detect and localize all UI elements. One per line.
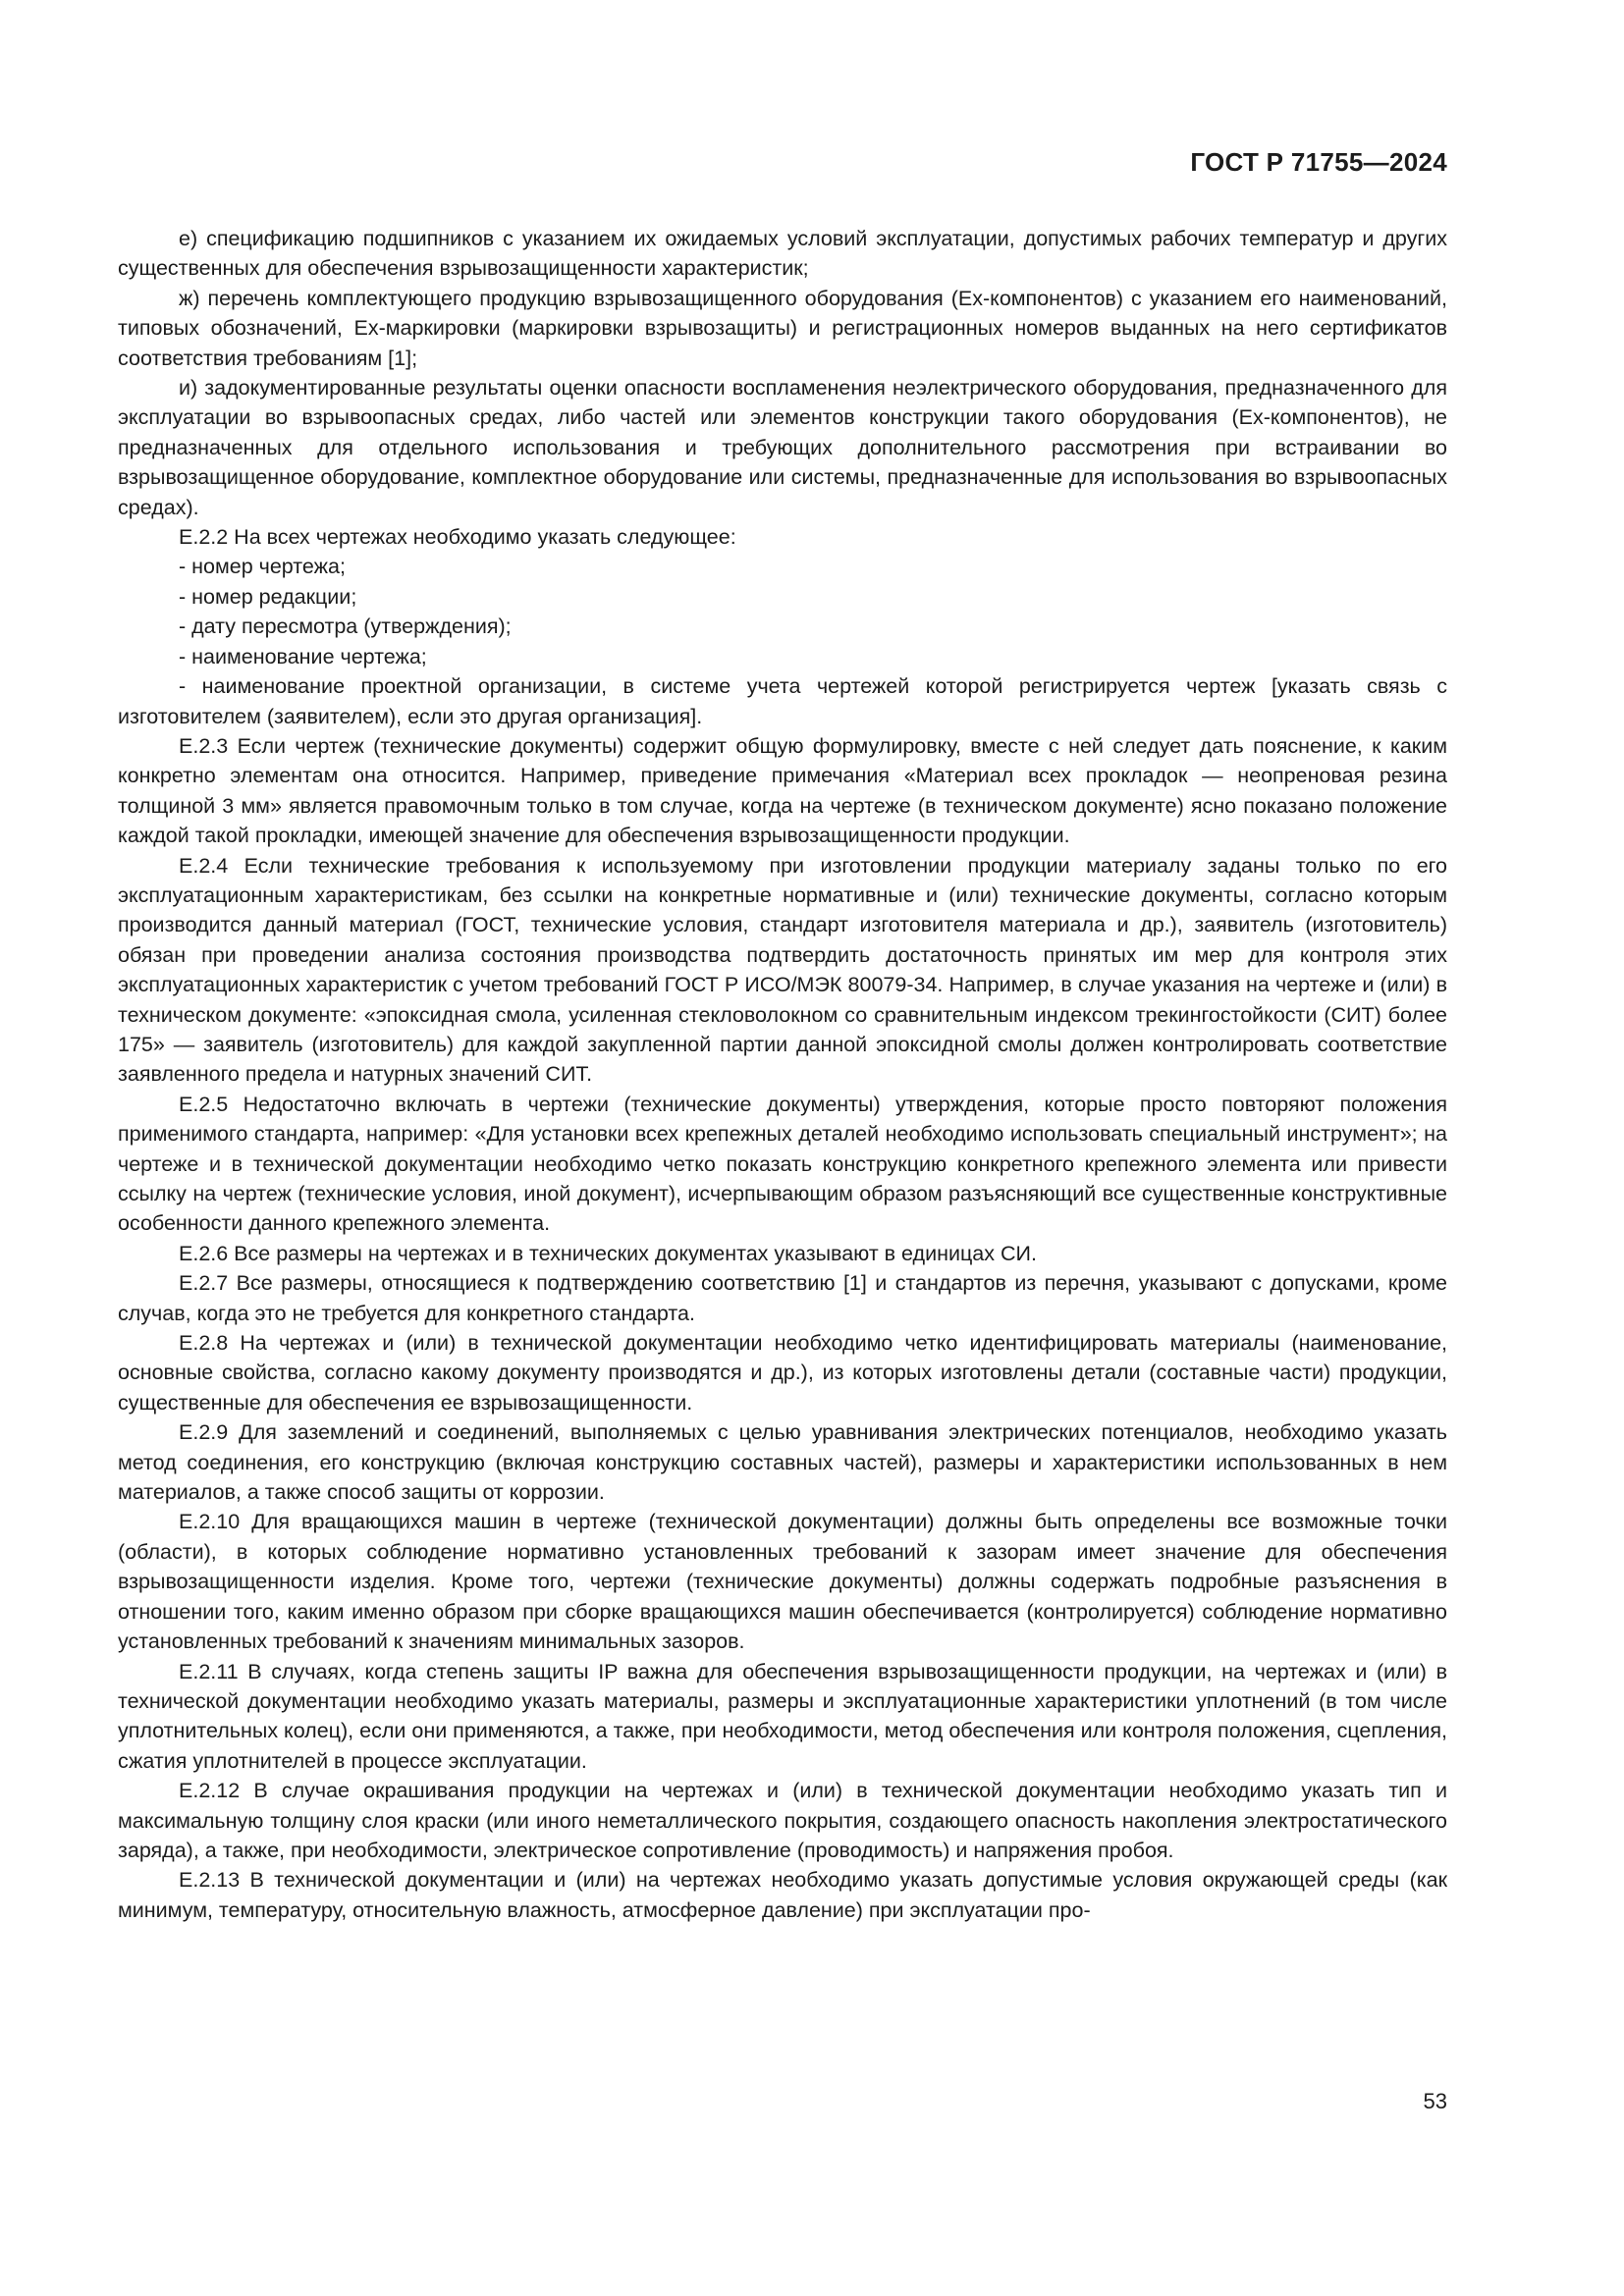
paragraph-e: е) спецификацию подшипников с указанием их ожидаемых условий эксплуатации, допустимых рабочих температур и других существенных для обеспечения взрывозащищенности характеристик; — [118, 227, 1447, 281]
paragraph-zh: ж) перечень комплектующего продукцию взрывозащищенного оборудования (Ех-компонентов) с указанием его наименований, типовых обозначений, Ех-маркировки (маркировки взрывозащиты) и регистрационных номеров выданных на него сертификатов соответствия требованиям [1]; — [118, 286, 1447, 370]
paragraph-e-2-8: Е.2.8 На чертежах и (или) в технической документации необходимо четко идентифицировать материалы (наименование, основные свойства, согласно какому документу производятся и др.), из которых изготовлены детали (составные части) продукции, существенные для обеспечения ее взрывозащищенности. — [118, 1331, 1447, 1415]
document-code-header: ГОСТ Р 71755—2024 — [1190, 147, 1447, 177]
list-item: - номер чертежа; — [179, 555, 346, 579]
body-text — [118, 224, 1447, 1925]
paragraph-e-2-12: Е.2.12 В случае окрашивания продукции на чертежах и (или) в технической документации необходимо указать тип и максимальную толщину слоя краски (или иного неметаллического покрытия, создающего опасность накопления электростатического заряда), а также, при необходимости, электрическое сопротивление (проводимость) и напряжения пробоя. — [118, 1779, 1447, 1862]
list-item: - наименование проектной организации, в системе учета чертежей которой регистрируется чертеж [указать связь с изготовителем (заявителем), если это другая организация]. — [118, 674, 1447, 728]
paragraph-e-2-3: Е.2.3 Если чертеж (технические документы) содержит общую формулировку, вместе с ней следует дать пояснение, к каким конкретно элементам она относится. Например, приведение примечания «Материал всех прокладок — неопреновая резина толщиной 3 мм» является правомочным только в том случае, когда на чертеже (в техническом документе) ясно показано положение каждой такой прокладки, имеющей значение для обеспечения взрывозащищенности продукции. — [118, 733, 1447, 848]
page-number: 53 — [1423, 2089, 1447, 2113]
paragraph-e-2-11: Е.2.11 В случаях, когда степень защиты IP важна для обеспечения взрывозащищенности продукции, на чертежах и (или) в технической документации необходимо указать материалы, размеры и эксплуатационные характеристики уплотнений (в том числе уплотнительных колец), если они применяются, а также, при необходимости, метод обеспечения или контроля положения, сцепления, сжатия уплотнителей в процессе эксплуатации. — [118, 1659, 1447, 1773]
paragraph-e-2-13: Е.2.13 В технической документации и (или) на чертежах необходимо указать допустимые условия окружающей среды (как минимум, температуру, относительную влажность, атмосферное давление) при эксплуатации про- — [118, 1868, 1447, 1922]
paragraph-e-2-9: Е.2.9 Для заземлений и соединений, выполняемых с целью уравнивания электрических потенциалов, необходимо указать метод соединения, его конструкцию (включая конструкцию составных частей), размеры и характеристики использованных в нем материалов, а также способ защиты от коррозии. — [118, 1420, 1447, 1505]
paragraph-e-2-4: Е.2.4 Если технические требования к используемому при изготовлении продукции материалу заданы только по его эксплуатационным характеристикам, без ссылки на конкретные нормативные и (или) технические документы, согласно которым производится данный материал (ГОСТ, технические условия, стандарт изготовителя материала и др.), заявитель (изготовитель) обязан при проведении анализа состояния производства подтвердить достаточность принятых им мер для контроля этих эксплуатационных характеристик с учетом требований ГОСТ Р ИСО/МЭК 80079-34. Например, в случае указания на чертеже и (или) в техническом документе: «эпоксидная смола, усиленная стекловолокном со сравнительным индексом трекингостойкости (СИТ) более 175» — заявитель (изготовитель) для каждой закупленной партии данной эпоксидной смолы должен контролировать соответствие заявленного предела и натурных значений СИТ. — [118, 853, 1447, 1087]
list-item: - наименование чертежа; — [179, 644, 427, 668]
list-item: - дату пересмотра (утверждения); — [179, 614, 512, 639]
paragraph-e-2-5: Е.2.5 Недостаточно включать в чертежи (технические документы) утверждения, которые просто повторяют положения применимого стандарта, например: «Для установки всех крепежных деталей необходимо использовать специальный инструмент»; на чертеже и в технической документации необходимо четко показать конструкцию конкретного крепежного элемента или привести ссылку на чертеж (технические условия, иной документ), исчерпывающим образом разъясняющий все существенные конструктивные особенности данного крепежного элемента. — [118, 1092, 1447, 1236]
list-item: - номер редакции; — [179, 584, 357, 609]
paragraph-e-2-2: Е.2.2 На всех чертежах необходимо указать следующее: — [179, 525, 736, 550]
paragraph-e-2-7: Е.2.7 Все размеры, относящиеся к подтверждению соответствию [1] и стандартов из перечня, указывают с допусками, кроме случав, когда это не требуется для конкретного стандарта. — [118, 1271, 1447, 1325]
paragraph-e-2-6: Е.2.6 Все размеры на чертежах и в технических документах указывают в единицах СИ. — [179, 1241, 1037, 1265]
paragraph-e-2-10: Е.2.10 Для вращающихся машин в чертеже (технической документации) должны быть определены все возможные точки (области), в которых соблюдение нормативно установленных требований к зазорам имеет значение для обеспечения взрывозащищенности изделия. Кроме того, чертежи (технические документы) должны содержать подробные разъяснения в отношении того, каким именно образом при сборке вращающихся машин обеспечивается (контролируется) соблюдение нормативно установленных требований к значениям минимальных зазоров. — [118, 1510, 1447, 1654]
paragraph-i: и) задокументированные результаты оценки опасности воспламенения неэлектрического оборудования, предназначенного для эксплуатации во взрывоопасных средах, либо частей или элементов конструкции такого оборудования (Ех-компонентов), не предназначенных для отдельного использования и требующих дополнительного рассмотрения при встраивании во взрывозащищенное оборудование, комплектное оборудование или системы, предназначенные для использования во взрывоопасных средах). — [118, 376, 1447, 519]
